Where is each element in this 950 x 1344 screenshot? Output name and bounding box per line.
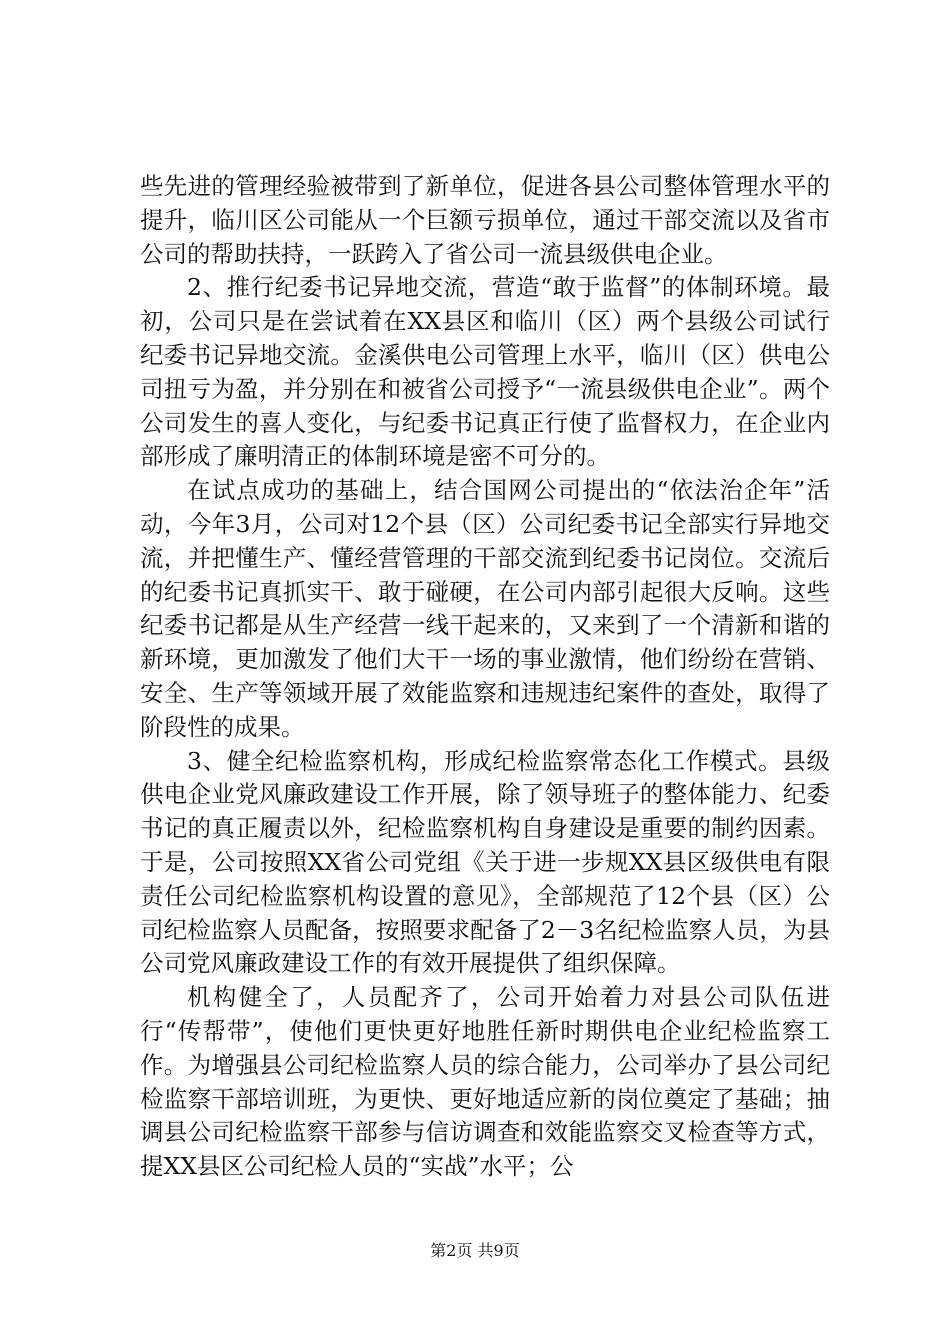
document-body — [140, 170, 830, 1184]
paragraph-item-3: 3、健全纪检监察机构，形成纪检监察常态化工作模式。县级供电企业党风廉政建设工作开展，除了领导班子的整体能力、纪委书记的真正履责以外，纪检监察机构自身建设是重要的制约因素。于是，公司按照XX省公司党组《关于进一步规XX县区级供电有限责任公司纪检监察机构设置的意见》，全部规范了12个县（区）公司纪检监察人员配备，按照要求配备了2－3名纪检监察人员，为县公司党风廉政建设工作的有效开展提供了组织保障。 — [140, 746, 830, 978]
paragraph-item-2: 2、推行纪委书记异地交流，营造“敢于监督”的体制环境。最初，公司只是在尝试着在XX县区和临川（区）两个县级公司试行纪委书记异地交流。金溪供电公司管理上水平，临川（区）供电公司扭亏为盈，并分别在和被省公司授予“一流县级供电企业”。两个公司发生的喜人变化，与纪委书记真正行使了监督权力，在企业内部形成了廉明清正的体制环境是密不可分的。 — [140, 273, 830, 471]
paragraph-pilot-success: 在试点成功的基础上，结合国网公司提出的“依法治企年”活动，今年3月，公司对12个县（区）公司纪委书记全部实行异地交流，并把懂生产、懂经营管理的干部交流到纪委书记岗位。交流后的纪委书记真抓实干、敢于碰硬，在公司内部引起很大反响。这些纪委书记都是从生产经营一线干起来的，又来到了一个清新和谐的新环境，更加激发了他们大干一场的事业激情，他们纷纷在营销、安全、生产等领域开展了效能监察和违规违纪案件的查处，取得了阶段性的成果。 — [140, 476, 830, 741]
page-number-footer: 第2页 共9页 — [430, 1241, 520, 1260]
paragraph-staffing: 机构健全了，人员配齐了，公司开始着力对县公司队伍进行“传帮带”，使他们更快更好地胜任新时期供电企业纪检监察工作。为增强县公司纪检监察人员的综合能力，公司举办了县公司纪检监察干部培训班，为更快、更好地适应新的岗位奠定了基础；抽调县公司纪检监察干部参与信访调查和效能监察交叉检查等方式，提XX县区公司纪检人员的“实战”水平；公 — [140, 983, 830, 1181]
paragraph-continuation: 些先进的管理经验被带到了新单位，促进各县公司整体管理水平的提升，临川区公司能从一个巨额亏损单位，通过干部交流以及省市公司的帮助扶持，一跃跨入了省公司一流县级供电企业。 — [140, 172, 830, 268]
